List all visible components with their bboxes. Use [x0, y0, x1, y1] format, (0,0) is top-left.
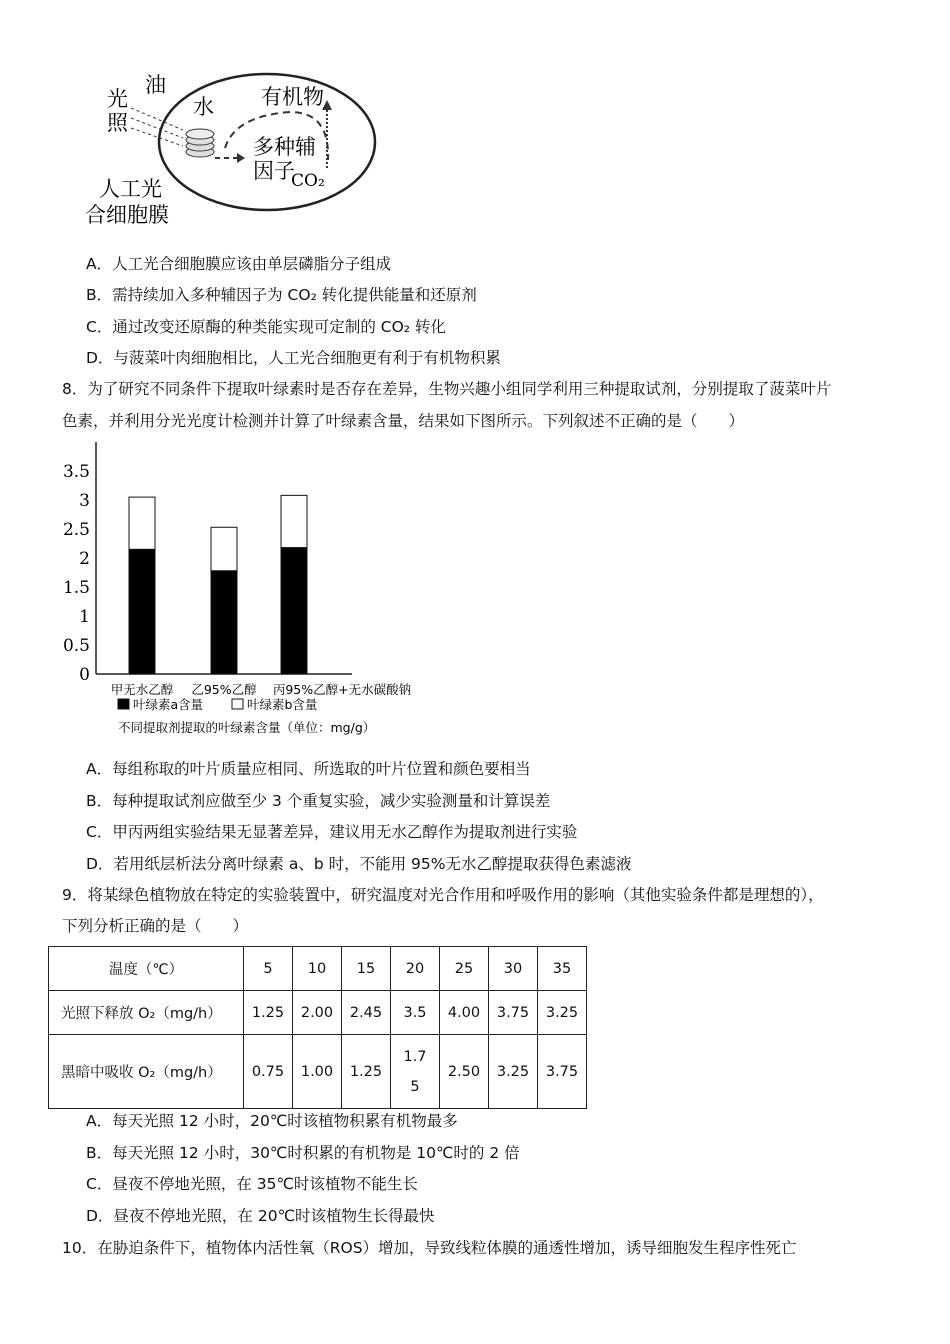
bar-segment: [129, 549, 155, 674]
q9-option-c: C．昼夜不停地光照，在 35℃时该植物不能生长: [86, 1175, 418, 1193]
q7-option-c: C．通过改变还原酶的种类能实现可定制的 CO₂ 转化: [86, 318, 446, 336]
q9-option-a: A．每天光照 12 小时，20℃时该植物积累有机物最多: [86, 1112, 458, 1130]
q7-option-b: B．需持续加入多种辅因子为 CO₂ 转化提供能量和还原剂: [86, 286, 477, 304]
q10-stem-line-1: 10．在胁迫条件下，植物体内活性氧（ROS）增加，导致线粒体膜的通透性增加，诱导细胞发生程序性死亡: [62, 1239, 797, 1257]
label-cofactor-1: 多种辅: [253, 135, 316, 159]
q9-option-b: B．每天光照 12 小时，30℃时积累的有机物是 10℃时的 2 倍: [86, 1144, 520, 1162]
table-cell: 3.75: [538, 1035, 587, 1109]
bar-segment: [211, 571, 237, 674]
y-tick-label: 2: [79, 549, 90, 569]
table-cell: 3.5: [391, 991, 440, 1035]
row-label: 黑暗中吸收 O₂（mg/h）: [49, 1035, 244, 1109]
artificial-photosynthetic-cell-diagram: [85, 68, 385, 233]
bar-segment: [211, 527, 237, 571]
label-cofactor-2: 因子: [253, 159, 295, 183]
header-cell: 20: [391, 947, 440, 991]
legend-swatch: [118, 699, 129, 709]
y-tick-label: 3.5: [62, 462, 90, 482]
y-tick-label: 3: [79, 491, 90, 511]
x-tick-label: 甲无水乙醇: [110, 682, 174, 697]
header-cell: 15: [342, 947, 391, 991]
chlorophyll-bar-chart: [60, 432, 460, 742]
q9-stem-line-2: 下列分析正确的是（ ）: [62, 917, 249, 935]
table-row: [49, 991, 587, 1035]
header-cell: 35: [538, 947, 587, 991]
table-cell: 1.7 5: [391, 1035, 440, 1109]
label-organic: 有机物: [261, 85, 324, 109]
q8-option-c: C．甲丙两组实验结果无显著差异，建议用无水乙醇作为提取剂进行实验: [86, 823, 578, 841]
table-cell: 0.75: [244, 1035, 293, 1109]
table-cell: 4.00: [440, 991, 489, 1035]
table-cell: 3.25: [489, 1035, 538, 1109]
label-co2: CO₂: [291, 171, 325, 191]
table-cell: 3.25: [538, 991, 587, 1035]
header-cell: 25: [440, 947, 489, 991]
q7-option-a: A．人工光合细胞膜应该由单层磷脂分子组成: [86, 255, 392, 273]
header-cell: 温度（℃）: [49, 947, 244, 991]
x-tick-label: 乙95%乙醇: [191, 682, 257, 697]
table-cell: 3.75: [489, 991, 538, 1035]
label-guang: 光: [107, 87, 128, 111]
label-membrane-1: 人工光: [99, 177, 162, 201]
q7-option-d: D．与菠菜叶肉细胞相比，人工光合细胞更有利于有机物积累: [86, 349, 501, 367]
header-cell: 5: [244, 947, 293, 991]
legend-label: 叶绿素a含量: [133, 697, 204, 712]
table-cell: 1.25: [244, 991, 293, 1035]
q9-option-d: D．昼夜不停地光照，在 20℃时该植物生长得最快: [86, 1207, 435, 1225]
label-membrane-2: 合细胞膜: [85, 203, 169, 227]
table-cell: 1.00: [293, 1035, 342, 1109]
q8-option-d: D．若用纸层析法分离叶绿素 a、b 时，不能用 95%无水乙醇提取获得色素滤液: [86, 855, 632, 873]
q9-stem-line-1: 9．将某绿色植物放在特定的实验装置中，研究温度对光合作用和呼吸作用的影响（其他实验条件都是理想的），: [62, 886, 824, 904]
bar-segment: [281, 495, 307, 547]
q8-stem-line-1: 8．为了研究不同条件下提取叶绿素时是否存在差异，生物兴趣小组同学利用三种提取试剂，分别提取了菠菜叶片: [62, 380, 832, 398]
table-cell: 2.45: [342, 991, 391, 1035]
bar-segment: [129, 497, 155, 549]
y-tick-label: 1: [79, 607, 90, 627]
table-cell: 1.25: [342, 1035, 391, 1109]
table-cell: 2.00: [293, 991, 342, 1035]
temperature-oxygen-table: [48, 946, 587, 1109]
label-shui: 水: [193, 95, 214, 119]
legend-label: 叶绿素b含量: [247, 697, 318, 712]
table-cell: 2.50: [440, 1035, 489, 1109]
table-row: [49, 1035, 587, 1109]
y-tick-label: 0: [79, 665, 90, 685]
y-tick-label: 0.5: [62, 636, 90, 656]
legend-swatch: [232, 699, 243, 709]
y-tick-label: 2.5: [62, 520, 90, 540]
header-cell: 30: [489, 947, 538, 991]
oil-droplet-stack-icon: [186, 129, 214, 157]
label-zhao: 照: [107, 111, 128, 135]
arrow-head-icon: [237, 153, 245, 163]
header-cell: 10: [293, 947, 342, 991]
row-label: 光照下释放 O₂（mg/h）: [49, 991, 244, 1035]
q8-option-a: A．每组称取的叶片质量应相同、所选取的叶片位置和颜色要相当: [86, 760, 531, 778]
table-header-row: [49, 947, 587, 991]
label-you: 油: [145, 73, 166, 97]
q8-option-b: B．每种提取试剂应做至少 3 个重复实验，减少实验测量和计算误差: [86, 792, 551, 810]
chart-caption: 不同提取剂提取的叶绿素含量（单位：mg/g）: [118, 720, 376, 735]
x-tick-label: 丙95%乙醇+无水碳酸钠: [272, 682, 412, 697]
q8-stem-line-2: 色素，并利用分光光度计检测并计算了叶绿素含量，结果如下图所示。下列叙述不正确的是（ ）: [62, 412, 745, 430]
light-arrows: [131, 108, 183, 146]
bar-segment: [281, 548, 307, 674]
y-tick-label: 1.5: [62, 578, 90, 598]
